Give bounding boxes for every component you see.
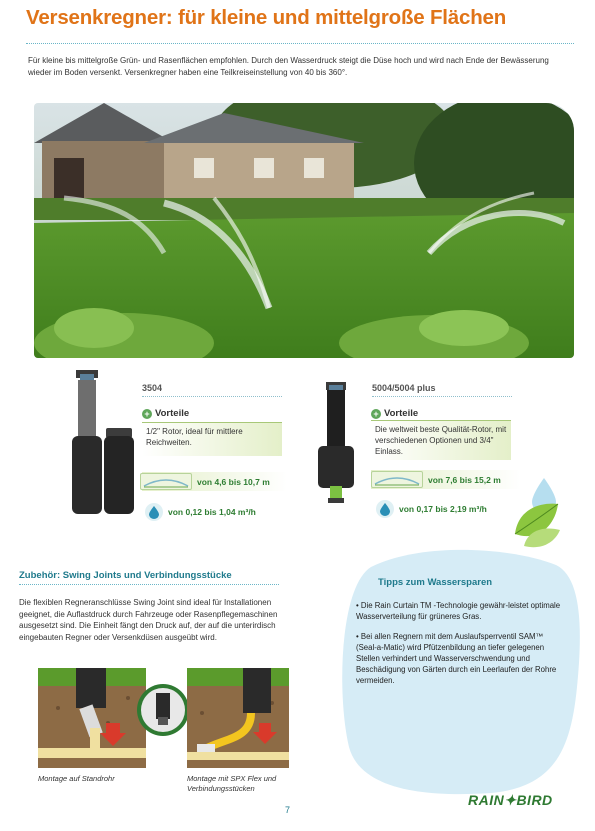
tips-list [356,600,562,695]
caption-line: Montage mit SPX Flex und [187,774,277,783]
product-3504-image [70,370,140,520]
accessory-heading: Zubehör: Swing Joints und Verbindungsstücke [19,570,232,581]
caption-spx-flex [187,774,276,794]
vorteile-label: Vorteile [155,408,190,419]
product-divider [372,396,512,397]
rain-bird-logo: RAIN✦BIRD [468,792,553,808]
flow-value: von 0,12 bis 1,04 m³/h [168,507,256,517]
caption-line: Verbindungsstücken [187,784,255,793]
product-name-5004: 5004/5004 plus [372,383,436,393]
caption-standpipe: Montage auf Standrohr [38,774,115,783]
water-drop-icon [376,500,394,518]
title-divider [26,43,574,44]
vorteile-label: Vorteile [384,408,419,419]
vorteile-heading [142,408,189,419]
plus-icon: + [371,409,381,419]
standpipe-illustration [38,668,146,773]
hero-photo [34,103,574,358]
spray-range-icon [371,471,423,488]
product-name-3504: 3504 [142,383,163,393]
range-spec [371,471,501,488]
flow-spec [376,500,487,518]
range-value: von 7,6 bis 15,2 m [428,474,501,485]
spray-range-icon [140,473,192,490]
range-value: von 4,6 bis 10,7 m [197,476,270,487]
swing-joint-closeup-icon [136,683,190,742]
product-advantage: 1/2" Rotor, ideal für mittlere Reichweiten. [142,422,282,456]
product-divider [142,396,282,397]
product-5004-image [312,382,362,512]
product-advantage: Die weltweit beste Qualität-Rotor, mit verschiedenen Optionen und 3/4" Einlass. [371,420,511,460]
page-number: 7 [285,805,291,815]
tip-item: • Die Rain Curtain TM -Technologie gewähr-leistet optimale Wasserverteilung für grüneres Gras. [356,601,561,621]
plus-icon: + [142,409,152,419]
flow-spec [145,503,256,521]
flow-value: von 0,17 bis 2,19 m³/h [399,504,487,514]
accessory-divider [19,584,279,585]
spx-flex-illustration [187,668,289,773]
water-drop-icon [145,503,163,521]
accessory-paragraph: Die flexiblen Regneranschlüsse Swing Joint sind ideal für Installationen geeignet, die Auflastdruck durch Fahrzeuge oder Rasenpflegemaschinen ausgesetzt sind. Die Einheit fängt den Druck auf, der auf die unterirdisch eingebauten Regner oder Versenkdüsen ausgeübt wird. [19,598,278,642]
vorteile-heading [371,408,418,419]
range-spec [140,473,270,490]
tips-heading: Tipps zum Wassersparen [378,577,493,588]
page-title: Versenkregner: für kleine und mittelgroße Flächen [26,6,507,29]
tip-item: • Bei allen Regnern mit dem Auslaufsperrventil SAM™ (Seal-a-Matic) wird Pfützenbildung an tiefer gelegenen Stellen verhindert und Wasserverschwendung und Beschädigung von Gärten durch ein Leerlaufen der Rohre vermeiden. [356,632,557,685]
intro-paragraph: Für kleine bis mittelgroße Grün- und Rasenflächen empfohlen. Durch den Wasserdruck steigt die Düse hoch und wird nach Ende der Bewässerung wieder im Boden versenkt. Versenkregner haben eine Teilkreiseinstellung von 40 bis 360°. [28,56,549,77]
